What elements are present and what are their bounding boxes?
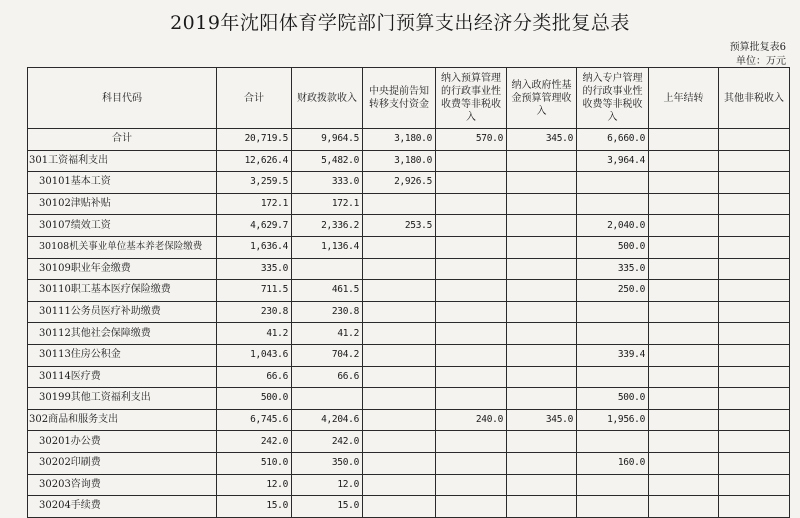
table-row <box>28 366 790 388</box>
amount-cell <box>436 366 507 388</box>
amount-cell <box>719 323 790 345</box>
amount-cell <box>507 388 577 410</box>
amount-cell <box>436 215 507 237</box>
amount-cell: 41.2 <box>217 323 292 345</box>
amount-cell <box>649 215 719 237</box>
table-row <box>28 129 790 151</box>
amount-cell <box>363 236 436 258</box>
table-row <box>28 215 790 237</box>
amount-cell <box>507 431 577 453</box>
subject-code-cell: 30101基本工资 <box>28 172 217 194</box>
table-row <box>28 301 790 323</box>
amount-cell: 160.0 <box>577 452 649 474</box>
amount-cell <box>507 474 577 496</box>
amount-cell <box>577 496 649 518</box>
amount-cell <box>649 172 719 194</box>
amount-cell <box>649 150 719 172</box>
amount-cell <box>436 431 507 453</box>
subject-code-cell: 30110职工基本医疗保险缴费 <box>28 280 217 302</box>
amount-cell: 461.5 <box>292 280 363 302</box>
subject-code-cell: 30203咨询费 <box>28 474 217 496</box>
amount-cell <box>507 301 577 323</box>
table-body <box>28 129 790 518</box>
budget-table <box>27 67 790 518</box>
amount-cell <box>649 323 719 345</box>
amount-cell: 345.0 <box>507 409 577 431</box>
amount-cell <box>649 236 719 258</box>
col-header-fiscal: 财政拨款收入 <box>292 68 363 129</box>
amount-cell <box>507 150 577 172</box>
amount-cell: 15.0 <box>217 496 292 518</box>
subject-code-cell: 30102津贴补贴 <box>28 193 217 215</box>
table-row <box>28 150 790 172</box>
amount-cell <box>507 215 577 237</box>
amount-cell <box>436 323 507 345</box>
amount-cell <box>363 431 436 453</box>
amount-cell <box>649 280 719 302</box>
amount-cell: 2,040.0 <box>577 215 649 237</box>
amount-cell: 345.0 <box>507 129 577 151</box>
amount-cell: 711.5 <box>217 280 292 302</box>
header-row <box>28 68 790 129</box>
table-row <box>28 258 790 280</box>
col-header-fund-budget: 纳入政府性基金预算管理收入 <box>507 68 577 129</box>
amount-cell: 350.0 <box>292 452 363 474</box>
amount-cell <box>719 388 790 410</box>
amount-cell <box>719 496 790 518</box>
amount-cell <box>577 474 649 496</box>
amount-cell <box>507 258 577 280</box>
amount-cell <box>507 323 577 345</box>
amount-cell: 570.0 <box>436 129 507 151</box>
amount-cell <box>577 172 649 194</box>
table-row <box>28 431 790 453</box>
amount-cell <box>649 258 719 280</box>
amount-cell <box>507 452 577 474</box>
amount-cell <box>649 129 719 151</box>
subject-code-cell: 30111公务员医疗补助缴费 <box>28 301 217 323</box>
amount-cell <box>577 366 649 388</box>
amount-cell: 253.5 <box>363 215 436 237</box>
amount-cell: 12.0 <box>292 474 363 496</box>
subject-code-cell: 302商品和服务支出 <box>28 409 217 431</box>
amount-cell <box>719 150 790 172</box>
amount-cell <box>719 193 790 215</box>
table-number: 预算批复表6 <box>729 42 786 53</box>
subject-code-cell: 301工资福利支出 <box>28 150 217 172</box>
amount-cell <box>436 301 507 323</box>
subject-code-cell: 30108机关事业单位基本养老保险缴费 <box>28 236 217 258</box>
amount-cell <box>507 193 577 215</box>
amount-cell <box>719 474 790 496</box>
amount-cell: 500.0 <box>577 236 649 258</box>
amount-cell: 15.0 <box>292 496 363 518</box>
amount-cell <box>507 366 577 388</box>
table-row <box>28 388 790 410</box>
col-header-budget-nontax: 纳入预算管理的行政事业性收费等非税收入 <box>436 68 507 129</box>
amount-cell <box>436 452 507 474</box>
amount-cell <box>363 301 436 323</box>
subject-code-cell: 30202印刷费 <box>28 452 217 474</box>
amount-cell <box>577 193 649 215</box>
col-header-special-account: 纳入专户管理的行政事业性收费等非税收入 <box>577 68 649 129</box>
amount-cell: 2,336.2 <box>292 215 363 237</box>
table-row <box>28 280 790 302</box>
amount-cell: 5,482.0 <box>292 150 363 172</box>
amount-cell <box>649 344 719 366</box>
amount-cell: 250.0 <box>577 280 649 302</box>
amount-cell <box>363 452 436 474</box>
amount-cell: 3,964.4 <box>577 150 649 172</box>
amount-cell: 335.0 <box>577 258 649 280</box>
amount-cell: 230.8 <box>292 301 363 323</box>
amount-cell <box>363 388 436 410</box>
amount-cell <box>719 344 790 366</box>
amount-cell <box>649 366 719 388</box>
amount-cell <box>436 236 507 258</box>
amount-cell <box>719 301 790 323</box>
amount-cell <box>436 344 507 366</box>
amount-cell <box>577 301 649 323</box>
amount-cell: 3,259.5 <box>217 172 292 194</box>
amount-cell <box>719 236 790 258</box>
amount-cell <box>719 172 790 194</box>
subject-code-cell: 30114医疗费 <box>28 366 217 388</box>
amount-cell: 9,964.5 <box>292 129 363 151</box>
unit-label: 单位：万元 <box>736 56 786 67</box>
subject-code-cell: 30113住房公积金 <box>28 344 217 366</box>
amount-cell: 230.8 <box>217 301 292 323</box>
amount-cell <box>507 344 577 366</box>
amount-cell <box>577 431 649 453</box>
amount-cell: 66.6 <box>217 366 292 388</box>
amount-cell <box>649 474 719 496</box>
subject-code-cell: 30204手续费 <box>28 496 217 518</box>
amount-cell: 12,626.4 <box>217 150 292 172</box>
amount-cell: 500.0 <box>217 388 292 410</box>
amount-cell: 2,926.5 <box>363 172 436 194</box>
amount-cell: 1,043.6 <box>217 344 292 366</box>
amount-cell: 172.1 <box>292 193 363 215</box>
amount-cell <box>363 366 436 388</box>
amount-cell: 4,629.7 <box>217 215 292 237</box>
amount-cell <box>436 150 507 172</box>
amount-cell <box>649 431 719 453</box>
amount-cell <box>649 301 719 323</box>
amount-cell <box>577 323 649 345</box>
amount-cell: 20,719.5 <box>217 129 292 151</box>
amount-cell <box>436 474 507 496</box>
amount-cell: 3,180.0 <box>363 129 436 151</box>
table-row <box>28 344 790 366</box>
amount-cell: 3,180.0 <box>363 150 436 172</box>
amount-cell <box>649 496 719 518</box>
amount-cell <box>649 388 719 410</box>
col-header-central-transfer: 中央提前告知转移支付资金 <box>363 68 436 129</box>
amount-cell: 1,956.0 <box>577 409 649 431</box>
amount-cell <box>436 258 507 280</box>
amount-cell <box>292 258 363 280</box>
amount-cell: 12.0 <box>217 474 292 496</box>
amount-cell <box>719 280 790 302</box>
amount-cell <box>436 172 507 194</box>
amount-cell <box>363 323 436 345</box>
amount-cell: 172.1 <box>217 193 292 215</box>
table-row <box>28 452 790 474</box>
amount-cell: 1,636.4 <box>217 236 292 258</box>
amount-cell <box>719 452 790 474</box>
amount-cell: 335.0 <box>217 258 292 280</box>
amount-cell <box>507 172 577 194</box>
amount-cell: 6,660.0 <box>577 129 649 151</box>
page-title: 2019年沈阳体育学院部门预算支出经济分类批复总表 <box>170 12 630 34</box>
amount-cell: 4,204.6 <box>292 409 363 431</box>
amount-cell: 41.2 <box>292 323 363 345</box>
amount-cell: 333.0 <box>292 172 363 194</box>
table-row <box>28 474 790 496</box>
amount-cell: 1,136.4 <box>292 236 363 258</box>
amount-cell <box>507 236 577 258</box>
subject-code-cell: 30107绩效工资 <box>28 215 217 237</box>
subject-code-cell: 30112其他社会保障缴费 <box>28 323 217 345</box>
amount-cell <box>719 129 790 151</box>
amount-cell <box>507 280 577 302</box>
amount-cell <box>363 409 436 431</box>
table-row <box>28 193 790 215</box>
amount-cell <box>507 496 577 518</box>
amount-cell <box>363 280 436 302</box>
amount-cell <box>363 344 436 366</box>
amount-cell <box>436 496 507 518</box>
col-header-carryover: 上年结转 <box>649 68 719 129</box>
amount-cell: 704.2 <box>292 344 363 366</box>
amount-cell <box>363 496 436 518</box>
amount-cell <box>719 366 790 388</box>
amount-cell <box>719 409 790 431</box>
table-row <box>28 172 790 194</box>
amount-cell: 510.0 <box>217 452 292 474</box>
amount-cell: 242.0 <box>292 431 363 453</box>
amount-cell <box>719 431 790 453</box>
amount-cell <box>292 388 363 410</box>
subject-code-cell: 30199其他工资福利支出 <box>28 388 217 410</box>
col-header-code: 科目代码 <box>28 68 217 129</box>
amount-cell: 240.0 <box>436 409 507 431</box>
amount-cell <box>436 280 507 302</box>
amount-cell: 6,745.6 <box>217 409 292 431</box>
amount-cell <box>719 215 790 237</box>
amount-cell: 339.4 <box>577 344 649 366</box>
col-header-total: 合计 <box>217 68 292 129</box>
col-header-other-nontax: 其他非税收入 <box>719 68 790 129</box>
table-row <box>28 496 790 518</box>
table-row <box>28 409 790 431</box>
amount-cell: 500.0 <box>577 388 649 410</box>
amount-cell <box>719 258 790 280</box>
subject-code-cell: 30109职业年金缴费 <box>28 258 217 280</box>
subject-code-cell: 30201办公费 <box>28 431 217 453</box>
amount-cell <box>363 193 436 215</box>
amount-cell <box>436 193 507 215</box>
amount-cell <box>363 474 436 496</box>
amount-cell <box>649 409 719 431</box>
amount-cell <box>649 452 719 474</box>
table-row <box>28 323 790 345</box>
table-row <box>28 236 790 258</box>
subject-code-cell: 合计 <box>28 129 217 151</box>
amount-cell <box>649 193 719 215</box>
amount-cell: 66.6 <box>292 366 363 388</box>
amount-cell <box>436 388 507 410</box>
amount-cell: 242.0 <box>217 431 292 453</box>
amount-cell <box>363 258 436 280</box>
